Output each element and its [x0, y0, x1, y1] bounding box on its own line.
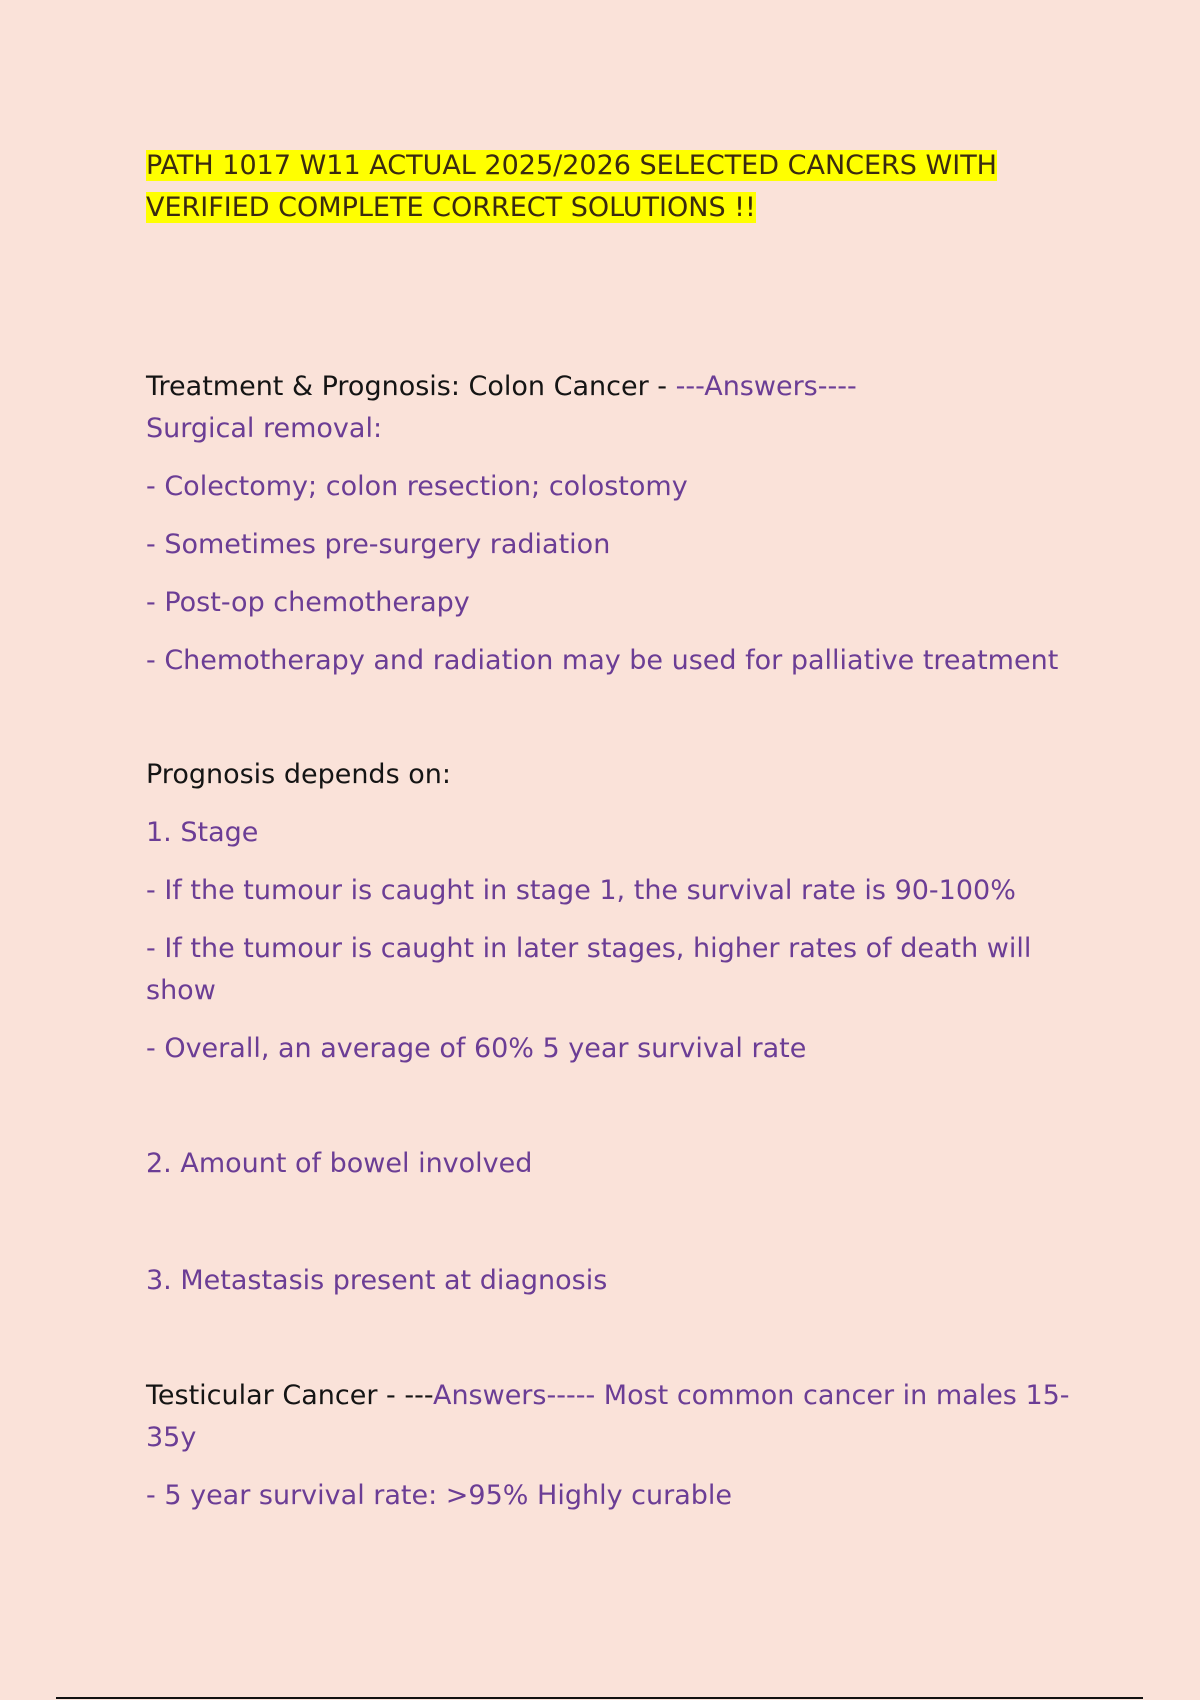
prognosis-stage-item: - Overall, an average of 60% 5 year survival rate: [146, 1033, 807, 1064]
colon-item: - Post-op chemotherapy: [146, 587, 470, 618]
testicular-question-text: Testicular Cancer - ---: [146, 1380, 433, 1411]
prognosis-item-3: 3. Metastasis present at diagnosis: [146, 1265, 608, 1296]
testicular-question: [146, 1375, 1076, 1459]
colon-cancer-block: [146, 366, 1076, 682]
colon-item: - Sometimes pre-surgery radiation: [146, 529, 611, 560]
prognosis-stage-item: - If the tumour is caught in stage 1, the survival rate is 90-100%: [146, 875, 1016, 906]
prognosis-stage: 1. Stage: [146, 817, 259, 848]
prognosis-stage-item: - If the tumour is caught in later stages, higher rates of death will show: [146, 933, 1032, 1006]
document-page: [146, 145, 1076, 1517]
page-bottom-rule: [56, 1697, 1143, 1699]
testicular-answer: Answers----- Most common cancer in males 15-35y: [146, 1380, 1070, 1453]
title-highlight: PATH 1017 W11 ACTUAL 2025/2026 SELECTED CANCERS WITH VERIFIED COMPLETE CORRECT SOLUTIONS !!: [146, 150, 997, 223]
colon-answer-marker: ---Answers----: [675, 371, 857, 402]
colon-question-text: Treatment & Prognosis: Colon Cancer -: [146, 371, 676, 402]
testicular-item: - 5 year survival rate: >95% Highly curable: [146, 1480, 732, 1511]
colon-intro: Surgical removal:: [146, 413, 383, 444]
colon-item: - Colectomy; colon resection; colostomy: [146, 471, 688, 502]
colon-question: [146, 366, 1076, 408]
prognosis-block: [146, 754, 1076, 1302]
colon-item: - Chemotherapy and radiation may be used for palliative treatment: [146, 645, 1059, 676]
spacer: [146, 229, 1076, 366]
testicular-cancer-block: [146, 1375, 1076, 1517]
prognosis-heading: Prognosis depends on:: [146, 759, 451, 790]
prognosis-item-2: 2. Amount of bowel involved: [146, 1148, 533, 1179]
document-title: [146, 145, 1076, 229]
